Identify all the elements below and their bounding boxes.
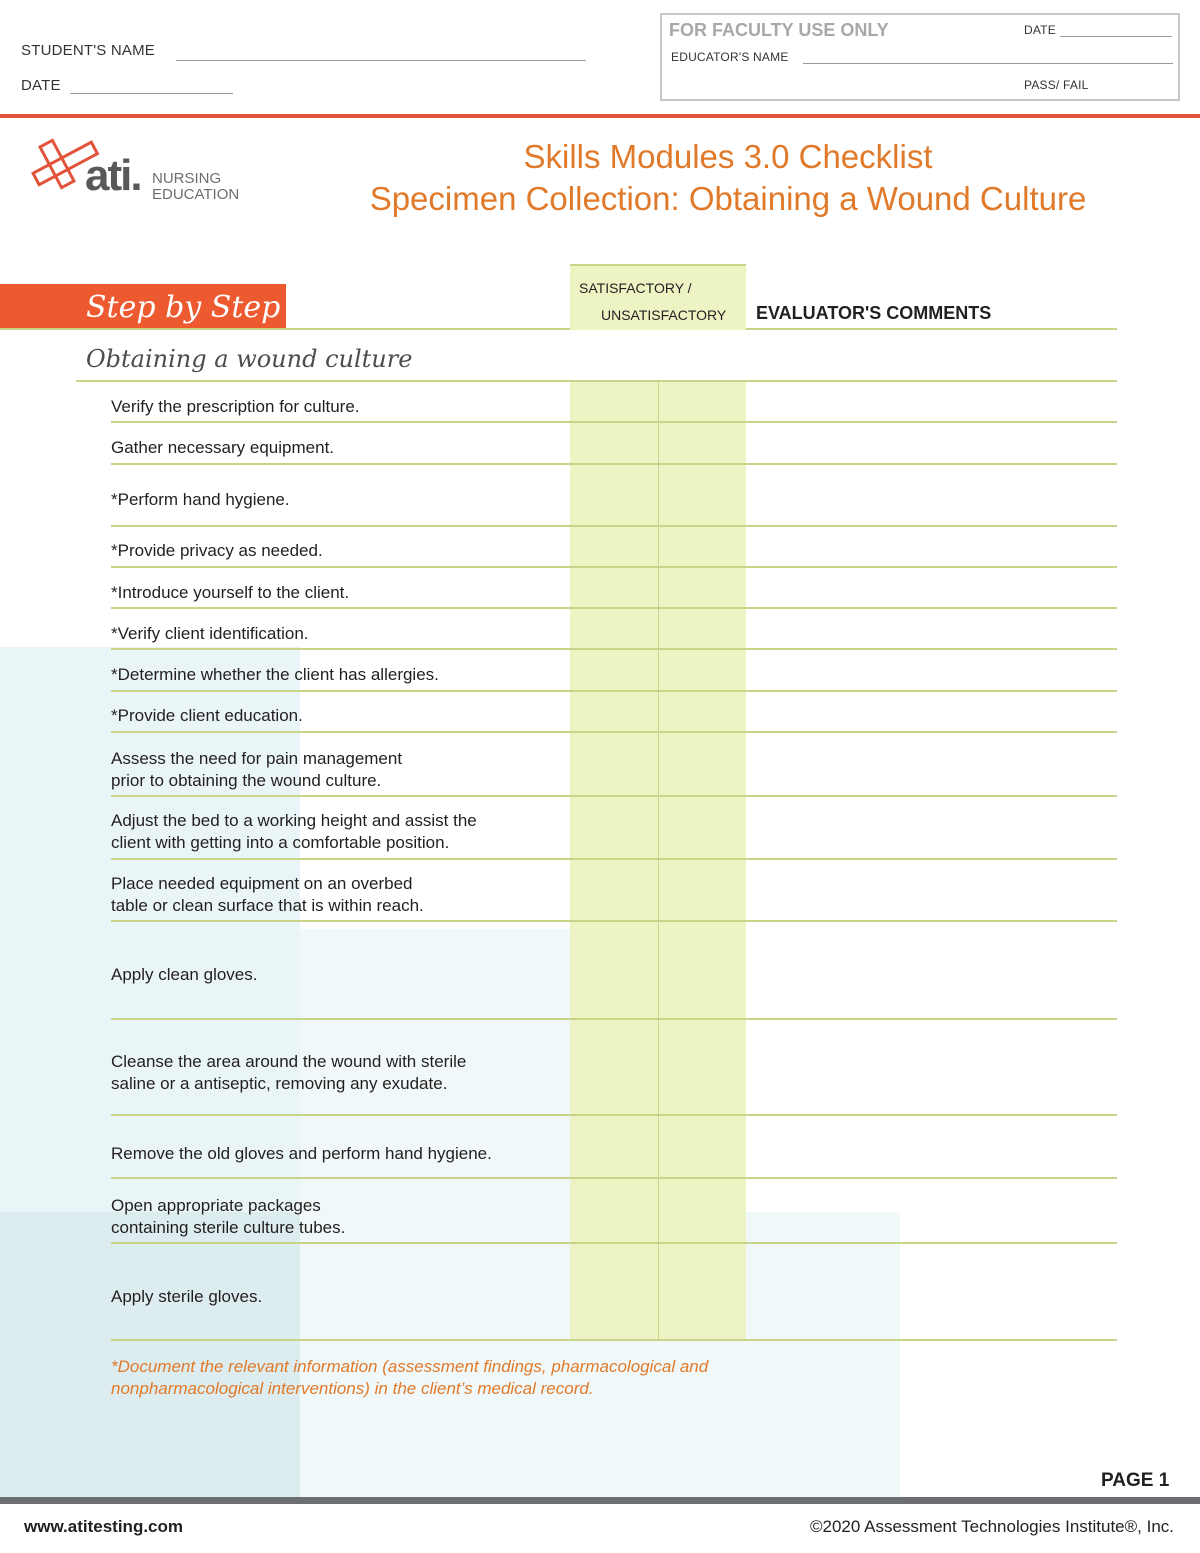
row-rule xyxy=(111,1018,1117,1020)
background-block xyxy=(0,1212,300,1497)
step-row: Cleanse the area around the wound with sterile saline or a antiseptic, removing any exudate. xyxy=(111,1052,467,1093)
logo-line1: NURSING xyxy=(152,170,222,187)
logo-brand: ati. xyxy=(85,151,141,200)
row-rule xyxy=(111,690,1117,692)
section-title: Obtaining a wound culture xyxy=(86,345,413,373)
step-row: *Provide privacy as needed. xyxy=(111,541,323,560)
faculty-date-label: DATE xyxy=(1024,23,1056,37)
step-row: Adjust the bed to a working height and assist the client with getting into a comfortable position. xyxy=(111,811,477,852)
step-row: Open appropriate packages containing sterile culture tubes. xyxy=(111,1196,346,1237)
page-number: PAGE 1 xyxy=(1101,1470,1170,1491)
step-row: *Verify client identification. xyxy=(111,624,309,643)
row-rule xyxy=(111,566,1117,568)
step-row: Assess the need for pain management prior to obtaining the wound culture. xyxy=(111,749,403,790)
row-rule xyxy=(111,731,1117,733)
step-row: Apply sterile gloves. xyxy=(111,1287,263,1306)
step-row: *Provide client education. xyxy=(111,706,303,725)
pass-fail-label: PASS/ FAIL xyxy=(1024,78,1089,92)
row-rule xyxy=(111,1242,1117,1244)
student-name-field[interactable] xyxy=(176,60,586,61)
row-rule xyxy=(111,463,1117,465)
satisfactory-label: SATISFACTORY / xyxy=(579,280,692,296)
row-rule xyxy=(111,1339,1117,1341)
documentation-footnote: *Document the relevant information (assessment findings, pharmacological and nonpharmacological interventions) in the client’s medical record. xyxy=(111,1357,709,1398)
row-rule xyxy=(111,648,1117,650)
checklist-subtitle: Specimen Collection: Obtaining a Wound Culture xyxy=(369,180,1087,217)
row-rule xyxy=(111,607,1117,609)
step-row: Place needed equipment on an overbed table or clean surface that is within reach. xyxy=(111,874,424,915)
step-row: Verify the prescription for culture. xyxy=(111,397,360,416)
header-rule-green xyxy=(746,328,1117,330)
step-row: *Perform hand hygiene. xyxy=(111,490,290,509)
footer-rule xyxy=(0,1497,1200,1504)
row-rule xyxy=(76,380,1117,382)
step-by-step-tab xyxy=(0,284,286,329)
unsatisfactory-label: UNSATISFACTORY xyxy=(601,307,727,323)
row-rule xyxy=(111,858,1117,860)
row-rule xyxy=(111,1177,1117,1179)
step-row: Apply clean gloves. xyxy=(111,965,258,984)
student-name-label: STUDENT'S NAME xyxy=(21,42,156,59)
step-by-step-label: Step by Step xyxy=(86,290,281,325)
website-link[interactable]: www.atitesting.com xyxy=(24,1517,184,1536)
header-rule xyxy=(0,114,1200,118)
faculty-date-field[interactable] xyxy=(1060,36,1172,37)
educator-name-field[interactable] xyxy=(803,63,1173,64)
satisfactory-header xyxy=(570,264,746,330)
step-row: *Introduce yourself to the client. xyxy=(111,583,350,602)
header-rule-green xyxy=(0,328,570,330)
row-rule xyxy=(111,920,1117,922)
faculty-title: FOR FACULTY USE ONLY xyxy=(669,20,889,40)
evaluator-comments-header: EVALUATOR'S COMMENTS xyxy=(756,303,992,323)
step-row: *Determine whether the client has allergies. xyxy=(111,665,439,684)
date-label: DATE xyxy=(21,77,61,94)
logo-line2: EDUCATION xyxy=(152,186,240,203)
date-field[interactable] xyxy=(70,93,233,94)
copyright: ©2020 Assessment Technologies Institute®, Inc. xyxy=(810,1517,1174,1536)
row-rule xyxy=(111,421,1117,423)
step-row: Gather necessary equipment. xyxy=(111,438,335,457)
row-rule xyxy=(111,1114,1117,1116)
ati-logo xyxy=(28,137,258,207)
educator-name-label: EDUCATOR'S NAME xyxy=(671,50,789,64)
row-rule xyxy=(111,525,1117,527)
step-row: Remove the old gloves and perform hand hygiene. xyxy=(111,1144,492,1163)
row-rule xyxy=(111,795,1117,797)
checklist-title: Skills Modules 3.0 Checklist xyxy=(523,138,933,175)
faculty-box xyxy=(660,13,1180,101)
